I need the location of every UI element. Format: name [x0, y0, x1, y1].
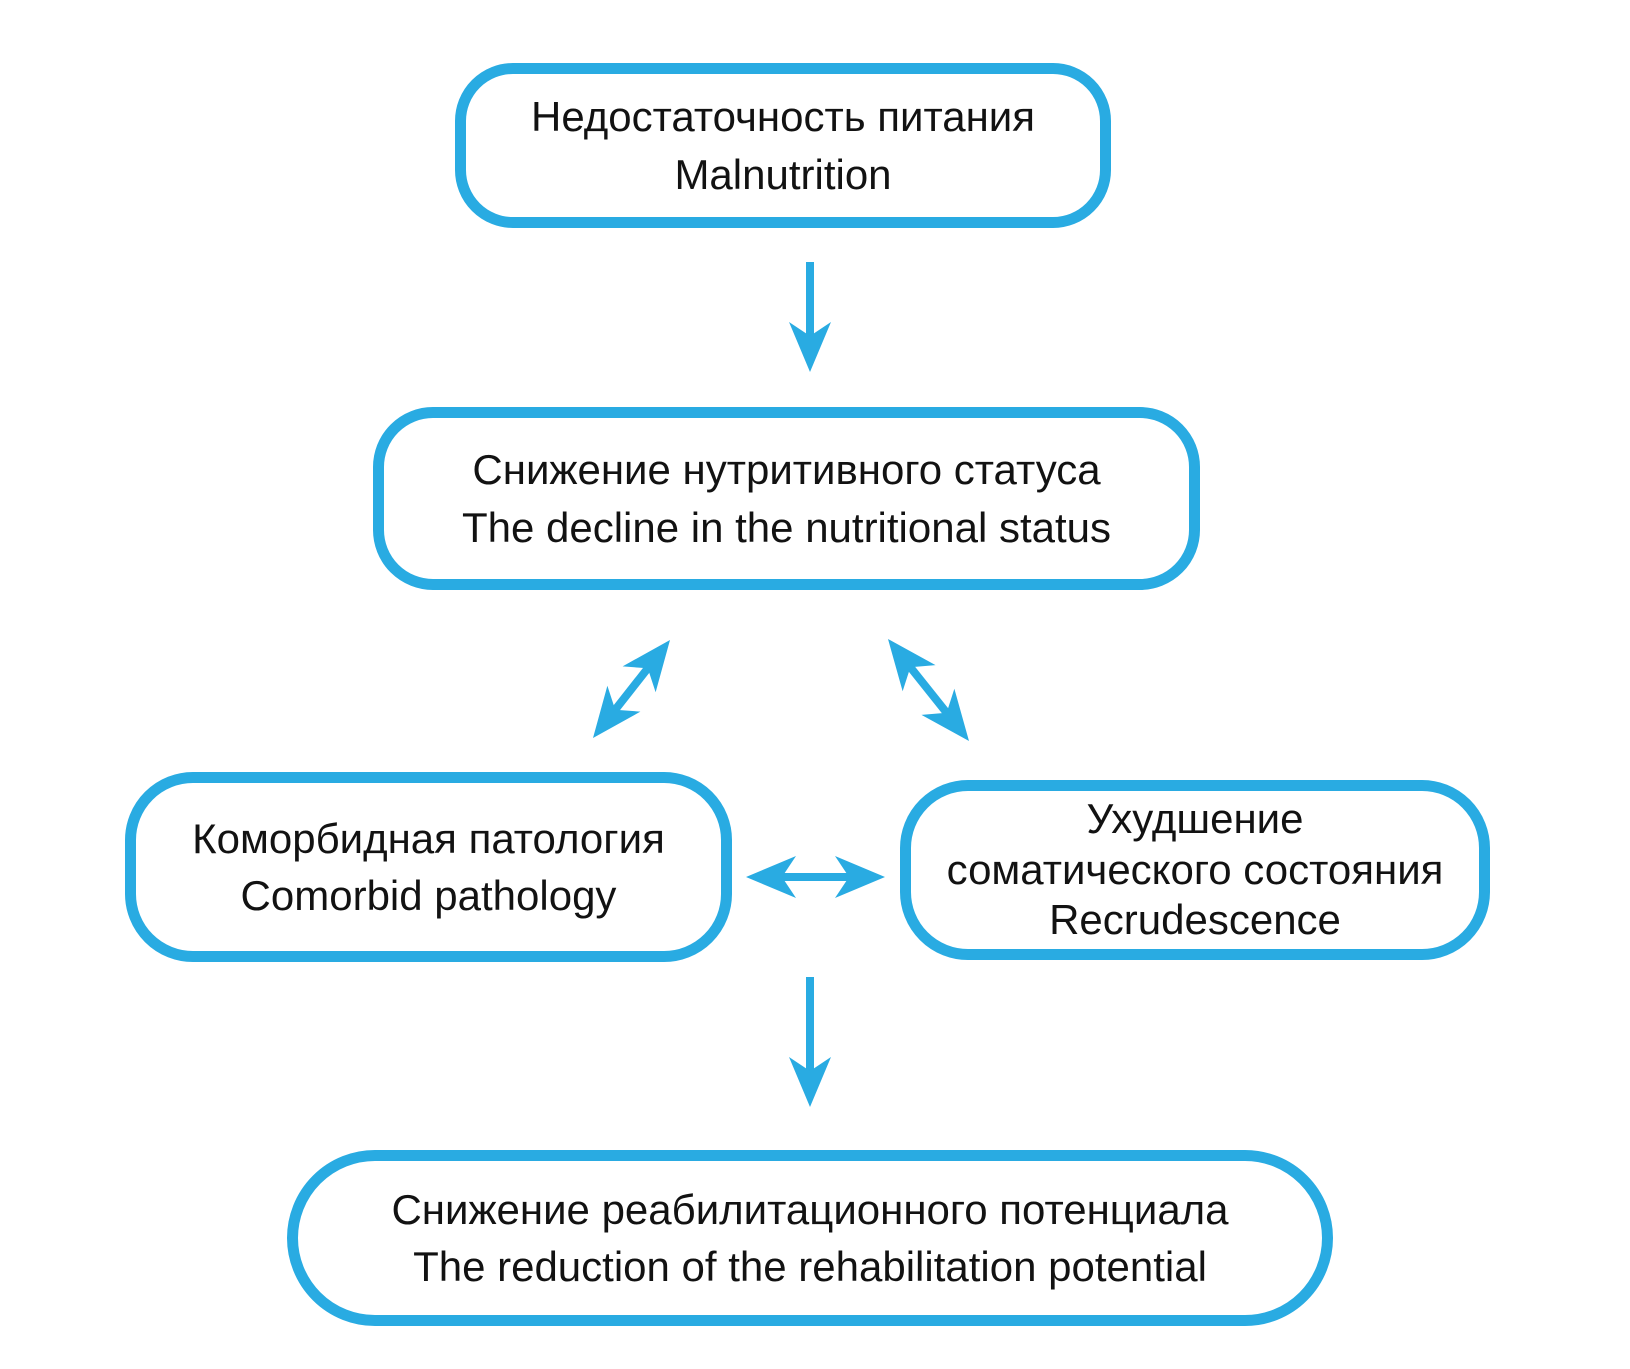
node-comorbid-pathology-label-en: Comorbid pathology	[240, 872, 617, 919]
node-malnutrition	[455, 63, 1111, 228]
node-comorbid-pathology	[125, 772, 732, 962]
arrow-to-rehabilitation-icon	[789, 977, 831, 1107]
node-recrudescence-label-en: Recrudescence	[1049, 896, 1341, 944]
arrow-malnutrition-to-status-icon	[789, 262, 831, 372]
node-nutritional-status-label-ru: Снижение нутритивного статуса	[472, 446, 1101, 494]
arrow-comorbid-recrudescence-icon	[746, 856, 885, 898]
node-rehabilitation-potential-label-en: The reduction of the rehabilitation potential	[413, 1243, 1207, 1290]
node-comorbid-pathology-label-ru: Коморбидная патология	[192, 814, 665, 862]
node-recrudescence-label-ru-2: соматического состояния	[946, 845, 1444, 893]
node-rehabilitation-potential	[287, 1150, 1333, 1326]
node-recrudescence-label-ru-1: Ухудшение	[1086, 795, 1304, 843]
arrow-status-comorbid-icon	[576, 627, 686, 751]
node-malnutrition-label-en: Malnutrition	[674, 150, 892, 198]
node-rehabilitation-potential-label-ru: Снижение реабилитационного потенциала	[391, 1185, 1229, 1233]
node-nutritional-status-label-en: The decline in the nutritional status	[461, 503, 1112, 551]
node-nutritional-status	[373, 407, 1200, 590]
arrow-status-recrudescence-icon	[872, 626, 986, 754]
node-recrudescence	[900, 780, 1490, 960]
node-malnutrition-label-ru: Недостаточность питания	[531, 93, 1035, 141]
